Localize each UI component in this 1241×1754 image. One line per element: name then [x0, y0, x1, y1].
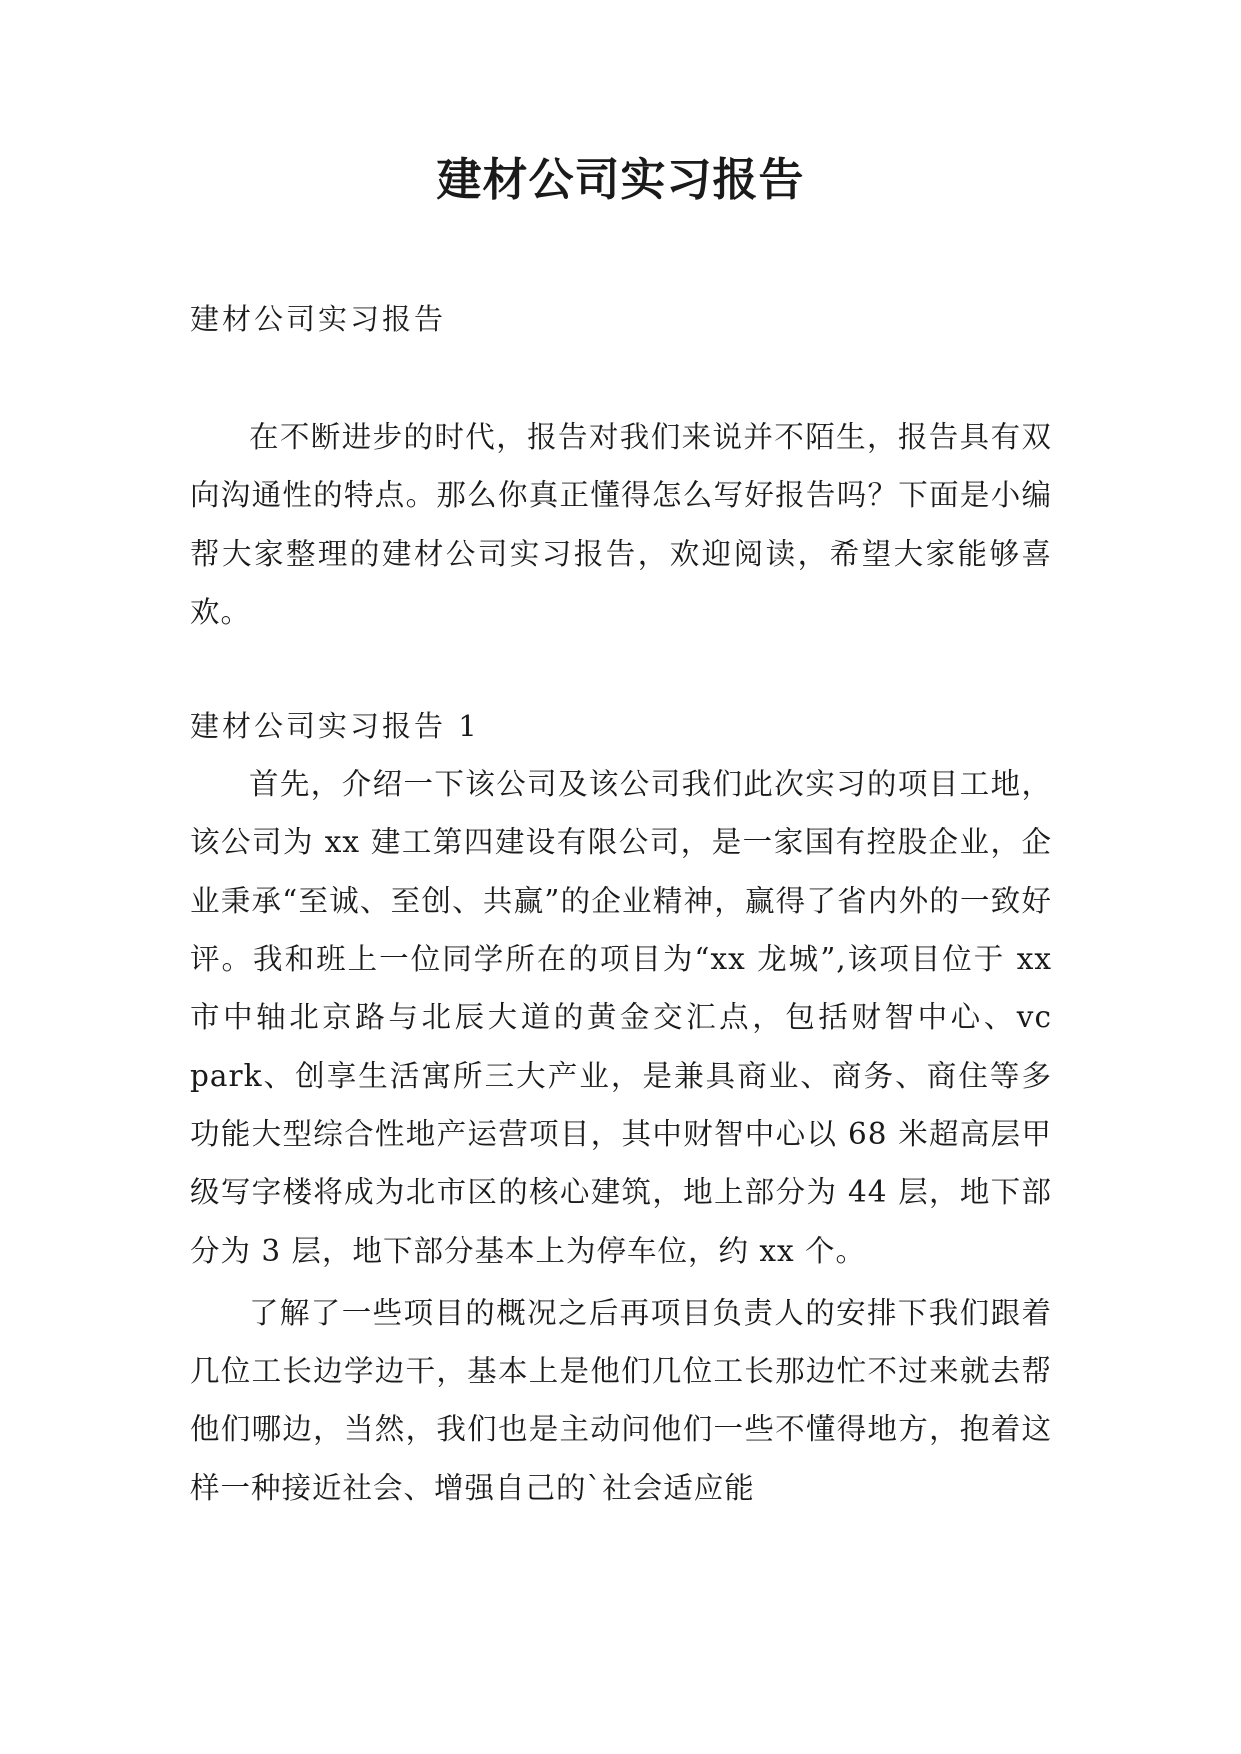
body-paragraph: 首先，介绍一下该公司及该公司我们此次实习的项目工地，该公司为 xx 建工第四建设有限公司，是一家国有控股企业，企业秉承“至诚、至创、共赢”的企业精神，赢得了省内外的一致好评。我和班上一位同学所在的项目为“xx 龙城”,该项目位于 xx 市中轴北京路与北辰大道的黄金交汇点，包括财智中心、vc park、创享生活寓所三大产业，是兼具商业、商务、商住等多功能大型综合性地产运营项目，其中财智中心以 68 米超高层甲级写字楼将成为北市区的核心建筑，地上部分为 44 层，地下部分为 3 层，地下部分基本上为停车位，约 xx 个。 [190, 767, 1052, 1268]
section-heading: 建材公司实习报告 1 [190, 709, 480, 744]
body-paragraph: 了解了一些项目的概况之后再项目负责人的安排下我们跟着几位工长边学边干，基本上是他们几位工长那边忙不过来就去帮他们哪边，当然，我们也是主动问他们一些不懂得地方，抱着这样一种接近社会、增强自己的`社会适应能 [190, 1295, 1052, 1505]
spacer [190, 641, 1052, 697]
intro-paragraph: 在不断进步的时代，报告对我们来说并不陌生，报告具有双向沟通性的特点。那么你真正懂得怎么写好报告吗？下面是小编帮大家整理的建材公司实习报告，欢迎阅读，希望大家能够喜欢。 [190, 420, 1052, 629]
document-subtitle: 建材公司实习报告 [190, 302, 447, 336]
document-body [190, 290, 1052, 1517]
spacer [190, 348, 1052, 408]
document-title: 建材公司实习报告 [436, 153, 805, 206]
